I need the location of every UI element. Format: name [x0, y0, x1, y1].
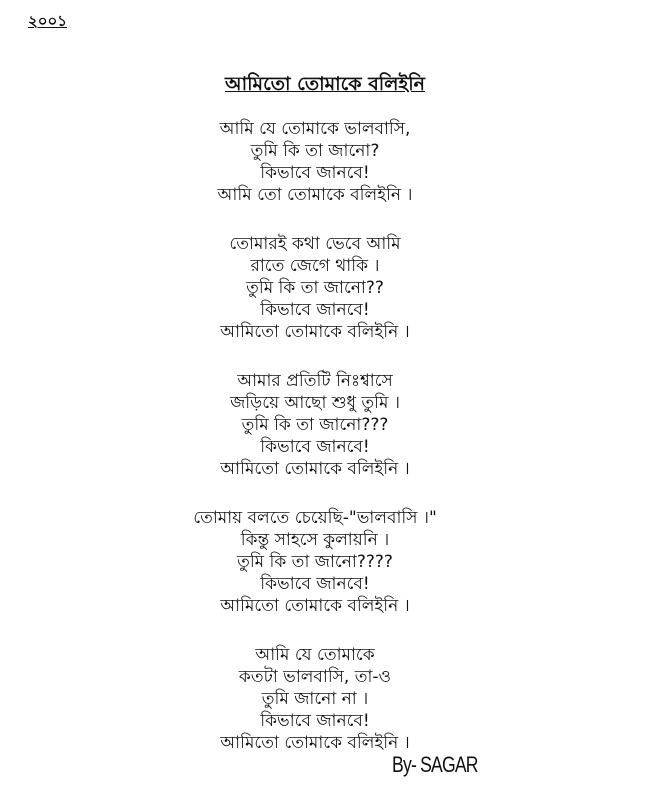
poem-line: আমি যে তোমাকে ভালবাসি,: [219, 119, 411, 139]
stanza: [0, 370, 630, 480]
poem-line: তুমি কি তা জানো?: [250, 141, 380, 161]
stanza: [0, 644, 630, 754]
year-label: ২০০১: [28, 12, 67, 30]
stanza: [0, 233, 630, 343]
poem-line: তুমি কি তা জানো????: [237, 552, 393, 572]
poem-line: রাতে জেগে থাকি ।: [250, 256, 380, 276]
poem-line: আমিতো তোমাকে বলিইনি ।: [220, 322, 410, 342]
poem-line: কতটা ভালবাসি, তা-ও: [238, 667, 392, 687]
poem-line: তোমায় বলতে চেয়েছি-"ভালবাসি ।": [193, 508, 437, 528]
poem-line: আমিতো তোমাকে বলিইনি ।: [220, 733, 410, 753]
poem-line: কিভাবে জানবে!: [260, 300, 370, 320]
poem-line: আমার প্রতিটি নিঃশ্বাসে: [237, 371, 393, 391]
poem-line: তুমি কি তা জানো??: [246, 278, 384, 298]
poem-line: কিভাবে জানবে!: [260, 163, 370, 183]
stanza: [0, 507, 630, 617]
poem-line: তোমারই কথা ভেবে আমি: [229, 234, 401, 254]
poem-title: আমিতো তোমাকে বলিইনি: [224, 73, 426, 95]
poem-line: কিভাবে জানবে!: [260, 574, 370, 594]
poem-line: আমিতো তোমাকে বলিইনি ।: [220, 459, 410, 479]
poem-line: কিভাবে জানবে!: [260, 711, 370, 731]
author-signature: By- SAGAR: [392, 752, 478, 777]
poem-line: তুমি কি তা জানো???: [241, 415, 389, 435]
poem-line: কিভাবে জানবে!: [260, 437, 370, 457]
stanza: [0, 118, 630, 206]
poem-line: আমিতো তোমাকে বলিইনি ।: [220, 596, 410, 616]
poem-line: তুমি জানো না ।: [261, 689, 369, 709]
poem-line: কিন্তু সাহসে কুলায়নি ।: [240, 530, 390, 550]
poem-line: আমি যে তোমাকে: [255, 645, 375, 665]
poem-line: জড়িয়ে আছো শুধু তুমি ।: [230, 393, 400, 413]
poem-line: আমি তো তোমাকে বলিইনি ।: [217, 185, 413, 205]
poem-body: [0, 118, 630, 781]
